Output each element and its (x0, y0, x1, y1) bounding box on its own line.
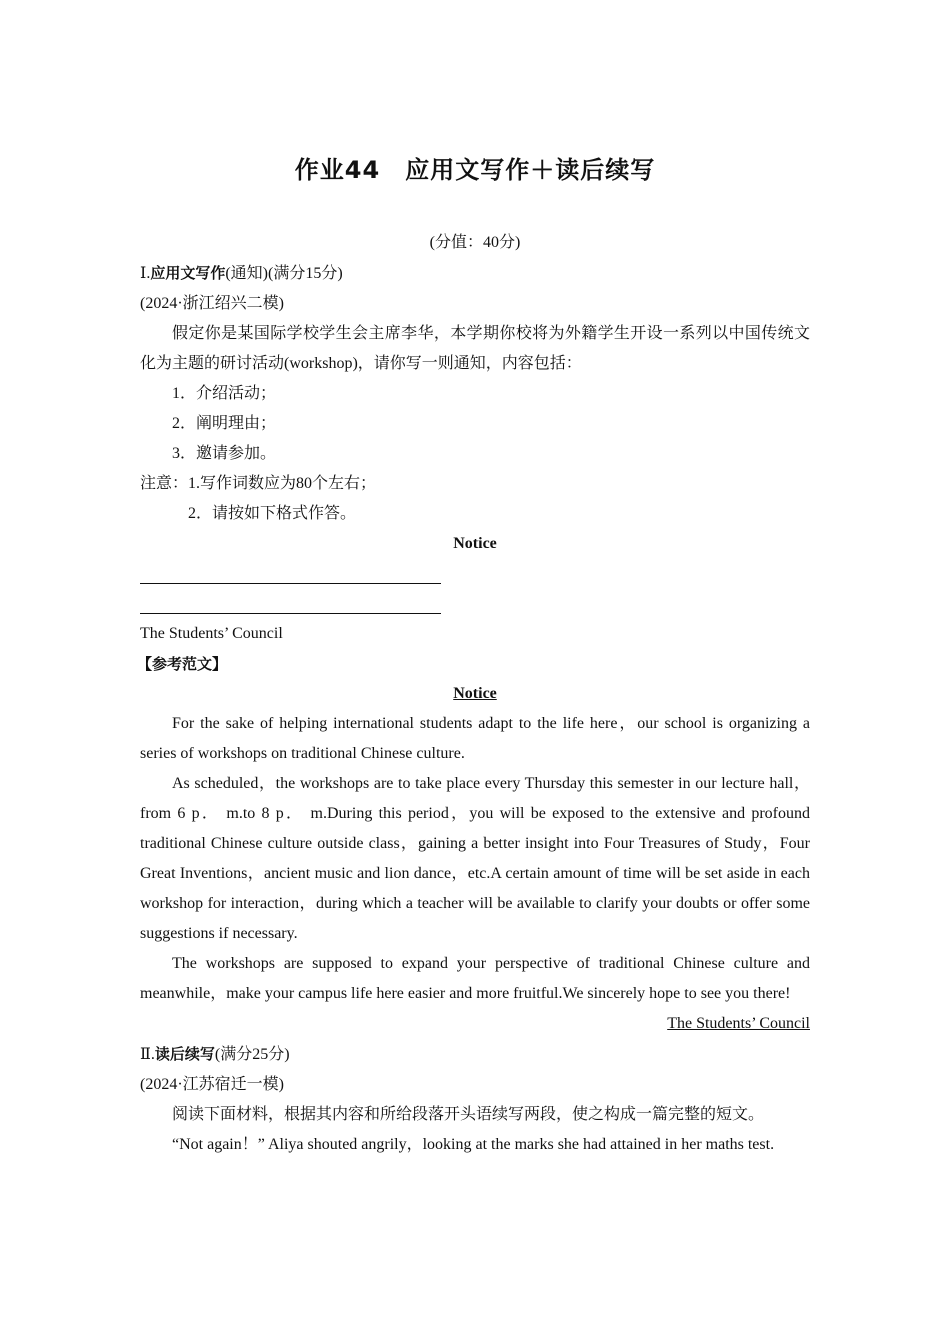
notice-signature: The Students’ Council (140, 625, 283, 642)
requirement-item-1: 1．介绍活动； (172, 385, 277, 402)
reference-label: 【参考范文】 (137, 655, 228, 673)
story-opening: “Not again！” Aliya shouted angrily，looking at the marks she had attained in her maths test. (172, 1136, 775, 1153)
reference-paragraph-1: For the sake of helping international students adapt to the life here，our school is organizing a series of workshops on traditional Chinese culture. (140, 715, 810, 762)
section2-suffix: (满分25分) (214, 1046, 290, 1063)
note-line-1: 注意：1.写作词数应为80个左右； (140, 475, 377, 492)
score-note: (分值：40分) (429, 234, 521, 251)
section2-source: (2024·江苏宿迁一模) (140, 1076, 284, 1093)
answer-blank-line-1 (140, 559, 810, 589)
document-body (137, 228, 810, 1160)
section1-label: 应用文写作 (150, 264, 226, 282)
note-line-2: 2．请按如下格式作答。 (188, 505, 357, 522)
section2-instruction: 阅读下面材料，根据其内容和所给段落开头语续写两段，使之构成一篇完整的短文。 (172, 1106, 765, 1123)
answer-blank-line-2 (140, 589, 810, 619)
section1-source: (2024·浙江绍兴二模) (140, 295, 284, 312)
requirement-item-2: 2．阐明理由； (172, 415, 277, 432)
page-title: 作业44 应用文写作＋读后续写 (294, 156, 656, 184)
reference-paragraph-3: The workshops are supposed to expand your perspective of traditional Chinese culture and meanwhile，make your campus life here easier and more fruitful.We sincerely hope to see you there! (140, 955, 810, 1002)
section2-heading (140, 1039, 810, 1070)
section1-prompt: 假定你是某国际学校学生会主席李华，本学期你校将为外籍学生开设一系列以中国传统文化为主题的研讨活动(workshop)，请你写一则通知，内容包括： (140, 325, 810, 372)
reference-title: Notice (453, 685, 497, 702)
requirement-item-3: 3．邀请参加。 (172, 445, 277, 462)
notice-heading: Notice (453, 535, 497, 552)
section1-heading (140, 258, 810, 289)
section2-label: 读后续写 (154, 1045, 215, 1063)
reference-paragraph-2: As scheduled，the workshops are to take place every Thursday this semester in our lecture hall，from 6 p． m.to 8 p． m.During this period，you will be exposed to the extensive and profound traditional Chinese culture outside class，gaining a better insight into Four Treasures of Study，Four Great Inventions，ancient music and lion dance，etc.A certain amount of time will be set aside in each workshop for interaction，during which a teacher will be available to clarify your doubts or offer some suggestions if necessary. (140, 775, 810, 942)
reference-signature: The Students’ Council (667, 1015, 810, 1032)
section1-number: Ⅰ. (140, 265, 151, 282)
section2-number: Ⅱ. (140, 1046, 155, 1063)
section1-suffix: (通知)(满分15分) (225, 265, 343, 282)
